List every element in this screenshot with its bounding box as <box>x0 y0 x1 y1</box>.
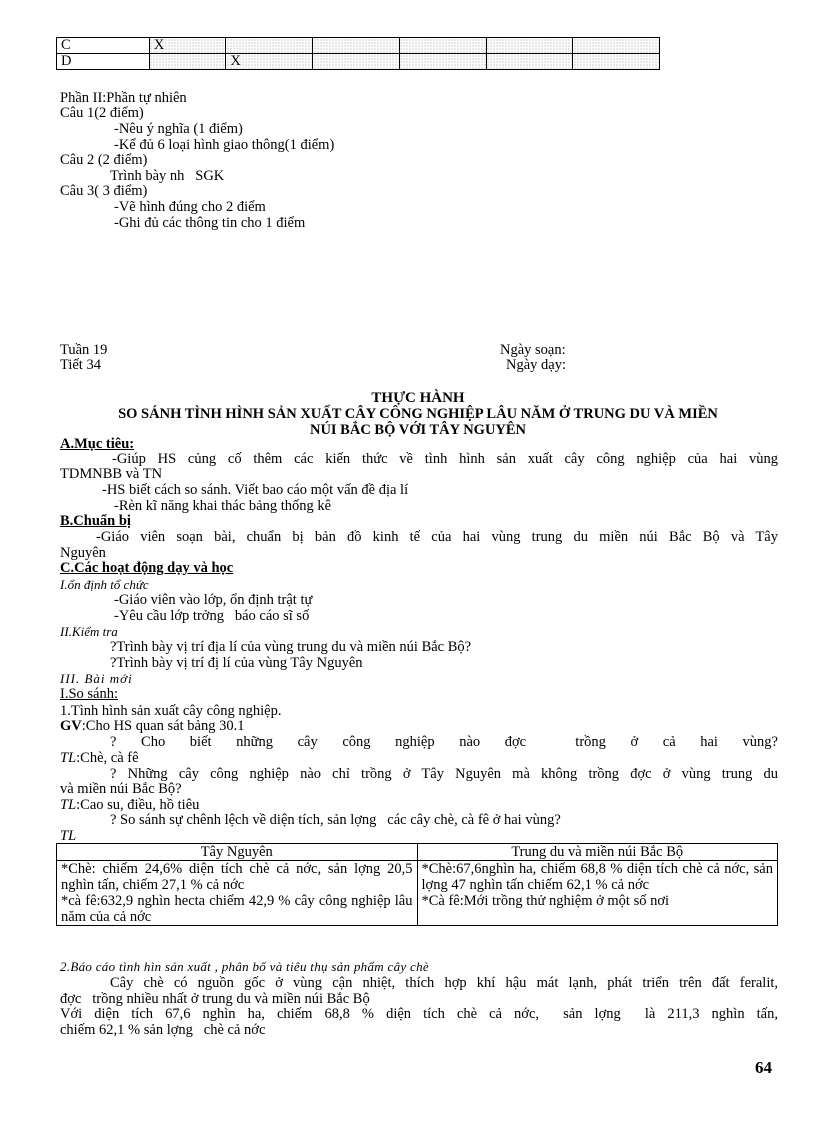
table-cell <box>149 54 226 70</box>
question-3: Câu 3( 3 điểm) <box>60 183 148 199</box>
table-row <box>57 54 660 70</box>
column-header: Trung du và miền núi Bắc Bộ <box>417 844 778 861</box>
answer-line: -Kể đủ 6 loại hình giao thông(1 điểm) <box>114 137 335 153</box>
section-a-heading: A.Mục tiêu: <box>60 436 135 452</box>
table-cell <box>399 38 486 54</box>
cell-paragraph: *cà fê:632,9 nghìn hecta chiếm 42,9 % cây công nghiệp lâu năm của cả nớc <box>61 893 413 925</box>
page-number: 64 <box>755 1058 772 1077</box>
table-row <box>57 38 660 54</box>
subheading: I.So sánh: <box>60 686 118 702</box>
prep-line: -Giáo viên soạn bài, chuẩn bị bản đồ kinh tế của hai vùng trung du miền núi Bắc Bộ và Tây <box>96 529 778 545</box>
cell-paragraph: *Chè:67,6nghìn ha, chiếm 68,8 % diện tích chè cả nớc, sản lợng 47 nghìn tấn chiếm 62,1 % cả nớc <box>421 861 773 893</box>
prep-line: Nguyên <box>60 545 106 561</box>
table-cell: X <box>226 54 313 70</box>
tl-label: TL <box>60 828 77 844</box>
gv-text: :Cho HS quan sát bảng 30.1 <box>81 718 245 734</box>
answer-line: -Vẽ hình đúng cho 2 điểm <box>114 199 266 215</box>
table-cell <box>486 54 573 70</box>
table-cell <box>313 54 400 70</box>
table-cell <box>486 38 573 54</box>
answer-line: -Nêu ý nghĩa (1 điểm) <box>114 121 243 137</box>
question-line: ?Trình bày vị trí địa lí của vùng trung du và miền núi Bắc Bộ? <box>110 639 472 655</box>
report-line: đợc trồng nhiều nhất ở trung du và miền núi Bắc Bộ <box>60 991 370 1007</box>
section-c-heading: C.Các hoạt động dạy và học <box>60 560 234 576</box>
answer-line: -Ghi đủ các thông tin cho 1 điểm <box>114 215 306 231</box>
column-header: Tây Nguyên <box>57 844 418 861</box>
answer-line <box>60 750 139 766</box>
table-cell <box>399 54 486 70</box>
cell-paragraph: *Cà fê:Mới trồng thử nghiệm ở một số nơi <box>421 893 670 909</box>
objective-line: -Rèn kĩ năng khai thác bảng thống kê <box>114 498 332 514</box>
answer-text: :Chè, cà fê <box>76 750 139 766</box>
question-line: ? So sánh sự chênh lệch về diện tích, sản lợng các cây chè, cà fê ở hai vùng? <box>110 812 561 828</box>
table-cell: X <box>149 38 226 54</box>
question-line: và miền núi Bắc Bộ? <box>60 781 182 797</box>
objective-line: TDMNBB và TN <box>60 466 163 482</box>
subheading: II.Kiểm tra <box>60 624 118 639</box>
section-b-heading: B.Chuẩn bị <box>60 513 131 529</box>
content-line: -Giáo viên vào lớp, ổn định trật tự <box>114 592 313 608</box>
question-line: ? Những cây công nghiệp nào chỉ trồng ở Tây Nguyên mà không trồng đợc ở vùng trung du <box>110 766 778 782</box>
objective-line: -HS biết cách so sánh. Viết bao cáo một vấn đề địa lí <box>102 482 409 498</box>
answer-line: Trình bày nh SGK <box>110 168 225 184</box>
report-line: chiếm 62,1 % sản lợng chè cả nớc <box>60 1022 266 1038</box>
part2-heading: Phần II:Phần tự nhiên <box>60 90 187 106</box>
table-cell <box>57 861 418 926</box>
table-row <box>57 861 778 926</box>
cell-paragraph: *Chè: chiếm 24,6% diện tích chè cả nớc, sản lợng 20,5 nghìn tấn, chiếm 27,1 % cả nớc <box>61 861 413 893</box>
question-line: ?Trình bày vị trí đị lí của vùng Tây Nguyên <box>110 655 363 671</box>
content-line: -Yêu cầu lớp trởng báo cáo sĩ số <box>114 608 310 624</box>
comparison-table <box>56 843 778 926</box>
report-line: Với diện tích 67,6 nghìn ha, chiếm 68,8 % diện tích chè cả nớc, sản lợng là 211,3 nghìn tấn, <box>60 1006 778 1022</box>
subheading: III. Bài mới <box>60 671 133 686</box>
table-cell <box>417 861 778 926</box>
table-cell <box>573 38 660 54</box>
table-cell <box>226 38 313 54</box>
prep-date: Ngày soạn: <box>500 342 566 358</box>
report-line: Cây chè có nguồn gốc ở vùng cận nhiệt, thích hợp khí hậu mát lạnh, phát triển trên đất feralit, <box>110 975 778 991</box>
teach-date: Ngày dạy: <box>506 357 566 373</box>
week-label: Tuần 19 <box>60 342 108 358</box>
row-label: C <box>57 38 150 54</box>
objective-line: -Giúp HS củng cố thêm các kiến thức về tình hình sản xuất cây công nghiệp của hai vùng <box>112 451 778 467</box>
table-header-row <box>57 844 778 861</box>
content-line: 1.Tình hình sản xuất cây công nghiệp. <box>60 703 282 719</box>
page-title: THỰC HÀNH <box>371 390 465 406</box>
subtitle-line: NÚI BẮC BỘ VỚI TÂY NGUYÊN <box>309 422 527 438</box>
gv-line <box>60 718 244 734</box>
answer-text: :Cao su, điều, hồ tiêu <box>76 797 200 813</box>
table-cell <box>573 54 660 70</box>
answer-line <box>60 797 199 813</box>
subtitle-line: SO SÁNH TÌNH HÌNH SẢN XUẤT CÂY CÔNG NGHIỆP LÂU NĂM Ở TRUNG DU VÀ MIỀN <box>118 406 718 422</box>
row-label: D <box>57 54 150 70</box>
period-label: Tiết 34 <box>60 357 101 373</box>
tl-label: TL <box>60 750 77 766</box>
question-2: Câu 2 (2 điểm) <box>60 152 148 168</box>
answer-table <box>56 37 660 70</box>
table-cell <box>313 38 400 54</box>
tl-label: TL <box>60 797 77 813</box>
gv-label: GV <box>60 718 82 734</box>
question-line: ? Cho biết những cây công nghiệp nào đợc trồng ở cả hai vùng? <box>110 734 778 750</box>
question-1: Câu 1(2 điểm) <box>60 105 144 121</box>
subheading: I.ổn định tổ chức <box>60 577 149 592</box>
report-heading: 2.Báo cáo tình hìn sản xuất , phân bố và tiêu thụ sản phẩm cây chè <box>60 959 429 974</box>
